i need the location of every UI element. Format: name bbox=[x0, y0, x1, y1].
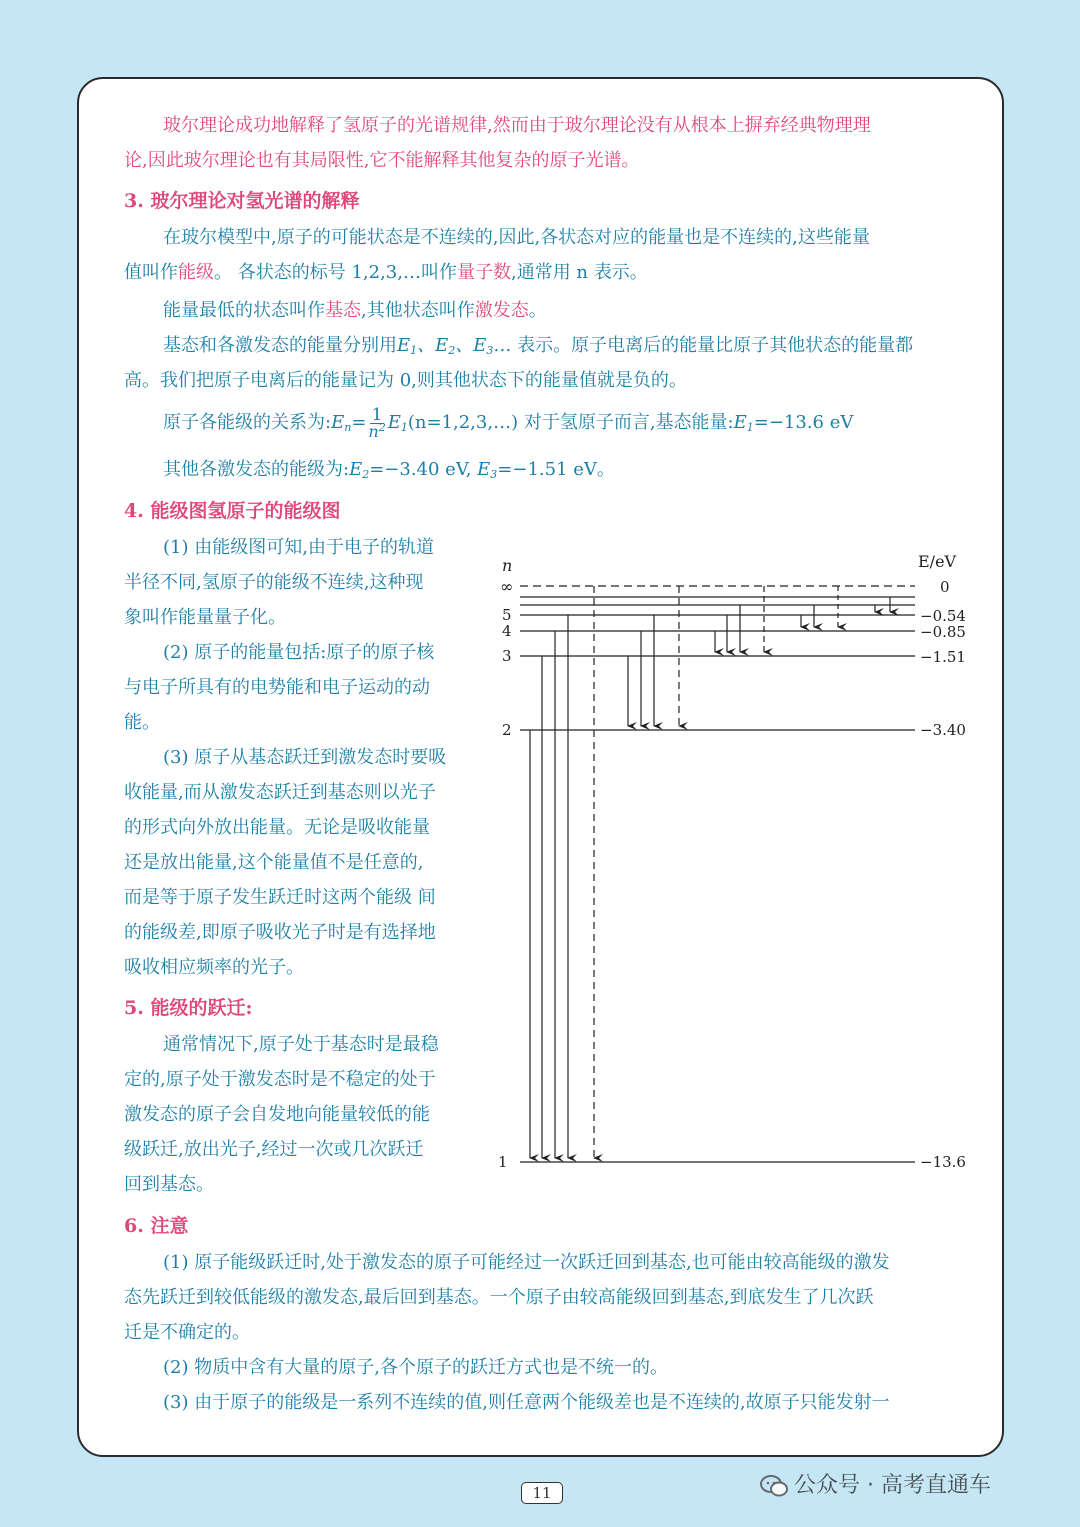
s6-line: 态先跃迁到较低能级的激发态,最后回到基态。一个原子由较高能级回到基态,到底发生了几次跃 bbox=[124, 1287, 874, 1308]
s3-p1-line2 bbox=[124, 255, 648, 290]
e-symbols: $E_1$、$E_2$、$E_3\dots$ bbox=[397, 335, 512, 357]
s4-line: 而是等于原子发生跃迁时这两个能级 间 bbox=[124, 887, 436, 908]
e3-symbol: $E_3$ bbox=[477, 459, 498, 481]
s4-line: 吸收相应频率的光子。 bbox=[124, 957, 304, 978]
s3-text: 能量最低的状态叫作 bbox=[163, 300, 325, 321]
intro-line-1: 玻尔理论成功地解释了氢原子的光谱规律,然而由于玻尔理论没有从根本上摒弃经典物理理 bbox=[163, 115, 871, 136]
s4-line: 的形式向外放出能量。无论是吸收能量 bbox=[124, 817, 430, 838]
s3-text: ,通常用 n 表示。 bbox=[510, 262, 648, 283]
s6-line: (1) 原子能级跃迁时,处于激发态的原子可能经过一次跃迁回到基态,也可能由较高能级的激发 bbox=[163, 1252, 890, 1273]
s3-p3-line1 bbox=[163, 328, 913, 363]
energy-level-diagram bbox=[490, 545, 990, 1185]
s4-line: (1) 由能级图可知,由于电子的轨道 bbox=[163, 537, 434, 558]
s3-text: 原子各能级的关系为: bbox=[163, 412, 332, 433]
s3-p4 bbox=[163, 405, 853, 440]
s4-line: 半径不同,氢原子的能级不连续,这种现 bbox=[124, 572, 424, 593]
n-label-4: 4 bbox=[502, 622, 512, 640]
fraction-numerator: 1 bbox=[371, 404, 383, 425]
e2-value: =−3.40 eV, bbox=[369, 459, 472, 480]
e1-symbol: $E_1$ bbox=[733, 412, 754, 434]
e-label-1: −13.6 bbox=[920, 1153, 966, 1171]
s5-line: 通常情况下,原子处于基态时是最稳 bbox=[163, 1034, 439, 1055]
watermark-text: 公众号 · 高考直通车 bbox=[794, 1473, 991, 1498]
n-label-5: 5 bbox=[502, 606, 512, 624]
n-axis-label: n bbox=[502, 556, 513, 575]
s3-p1-line1: 在玻尔模型中,原子的可能状态是不连续的,因此,各状态对应的能量也是不连续的,这些能量 bbox=[163, 227, 870, 248]
e-label-4: −0.85 bbox=[920, 623, 966, 641]
intro-line-2a: 论,因此玻尔理论也有其局限性, bbox=[124, 150, 370, 171]
section-5-heading: 5. 能级的跃迁: bbox=[124, 997, 253, 1019]
s3-text: 其他各激发态的能级为: bbox=[163, 459, 350, 480]
s6-line: (3) 由于原子的能级是一系列不连续的值,则任意两个能级差也是不连续的,故原子只能发射一 bbox=[163, 1392, 890, 1413]
s3-p3-line2: 高。我们把原子电离后的能量记为 0,则其他状态下的能量值就是负的。 bbox=[124, 370, 687, 391]
s6-line: 迁是不确定的。 bbox=[124, 1322, 250, 1343]
e-label-3: −1.51 bbox=[920, 648, 966, 666]
term-quantum-number: 量子数 bbox=[456, 262, 511, 283]
s3-text: 表示。原子电离后的能量比原子其他状态的能量都 bbox=[517, 335, 914, 356]
s5-line: 激发态的原子会自发地向能量较低的能 bbox=[124, 1104, 430, 1125]
s4-line: 象叫作能量量子化。 bbox=[124, 607, 286, 628]
n-label-1: 1 bbox=[498, 1153, 508, 1171]
intro-line-2 bbox=[124, 143, 639, 178]
e1-value: =−13.6 eV bbox=[753, 412, 854, 433]
fraction-denominator: $n^2$ bbox=[368, 420, 386, 441]
term-excited-state: 激发态 bbox=[474, 300, 529, 321]
n-label-2: 2 bbox=[502, 721, 512, 739]
s4-line: 能。 bbox=[124, 712, 160, 733]
n-label-inf: ∞ bbox=[500, 577, 514, 596]
s4-line: 还是放出能量,这个能量值不是任意的, bbox=[124, 852, 424, 873]
s5-line: 级跃迁,放出光子,经过一次或几次跃迁 bbox=[124, 1139, 424, 1160]
section-3-heading: 3. 玻尔理论对氢光谱的解释 bbox=[124, 190, 360, 212]
s3-text: ,其他状态叫作 bbox=[361, 300, 475, 321]
s3-text: 。 各状态的标号 1,2,3,…叫作 bbox=[214, 262, 457, 283]
e-label-5: −0.54 bbox=[920, 607, 966, 625]
s3-text: (n=1,2,3,…) 对于氢原子而言,基态能量: bbox=[407, 412, 734, 433]
term-ground-state: 基态 bbox=[325, 300, 361, 321]
s4-line: 收能量,而从激发态跃迁到基态则以光子 bbox=[124, 782, 436, 803]
s3-text: 值叫作 bbox=[124, 262, 178, 283]
section-6-heading: 6. 注意 bbox=[124, 1215, 189, 1237]
intro-line-2b: 它不能解释其他复杂的原子光谱。 bbox=[369, 150, 640, 171]
s5-line: 回到基态。 bbox=[124, 1174, 214, 1195]
term-energy-level: 能级 bbox=[178, 262, 214, 283]
s4-line: (3) 原子从基态跃迁到激发态时要吸 bbox=[163, 747, 447, 768]
n-label-3: 3 bbox=[502, 647, 512, 665]
e-label-0: 0 bbox=[940, 578, 950, 596]
s3-p2 bbox=[163, 293, 547, 328]
section-4-heading: 4. 能级图氢原子的能级图 bbox=[124, 500, 341, 522]
e-label-2: −3.40 bbox=[920, 721, 966, 739]
en-symbol: $E_n=$ bbox=[331, 412, 367, 434]
watermark bbox=[760, 1468, 991, 1499]
s5-line: 定的,原子处于激发态时是不稳定的处于 bbox=[124, 1069, 436, 1090]
s3-text: 。 bbox=[528, 300, 547, 321]
fraction bbox=[368, 404, 386, 441]
e3-value: =−1.51 eV。 bbox=[497, 459, 615, 480]
wechat-icon bbox=[760, 1475, 788, 1497]
e-axis-label: E/eV bbox=[918, 552, 957, 571]
e2-symbol: $E_2$ bbox=[349, 459, 370, 481]
s6-line: (2) 物质中含有大量的原子,各个原子的跃迁方式也是不统一的。 bbox=[163, 1357, 668, 1378]
s4-line: 与电子所具有的电势能和电子运动的动 bbox=[124, 677, 430, 698]
s3-p5 bbox=[163, 452, 615, 487]
e1-symbol: $E_1$ bbox=[387, 412, 408, 434]
page-number: 11 bbox=[521, 1482, 563, 1504]
s3-text: 基态和各激发态的能量分别用 bbox=[163, 335, 397, 356]
s4-line: (2) 原子的能量包括:原子的原子核 bbox=[163, 642, 435, 663]
s4-line: 的能级差,即原子吸收光子时是有选择地 bbox=[124, 922, 436, 943]
